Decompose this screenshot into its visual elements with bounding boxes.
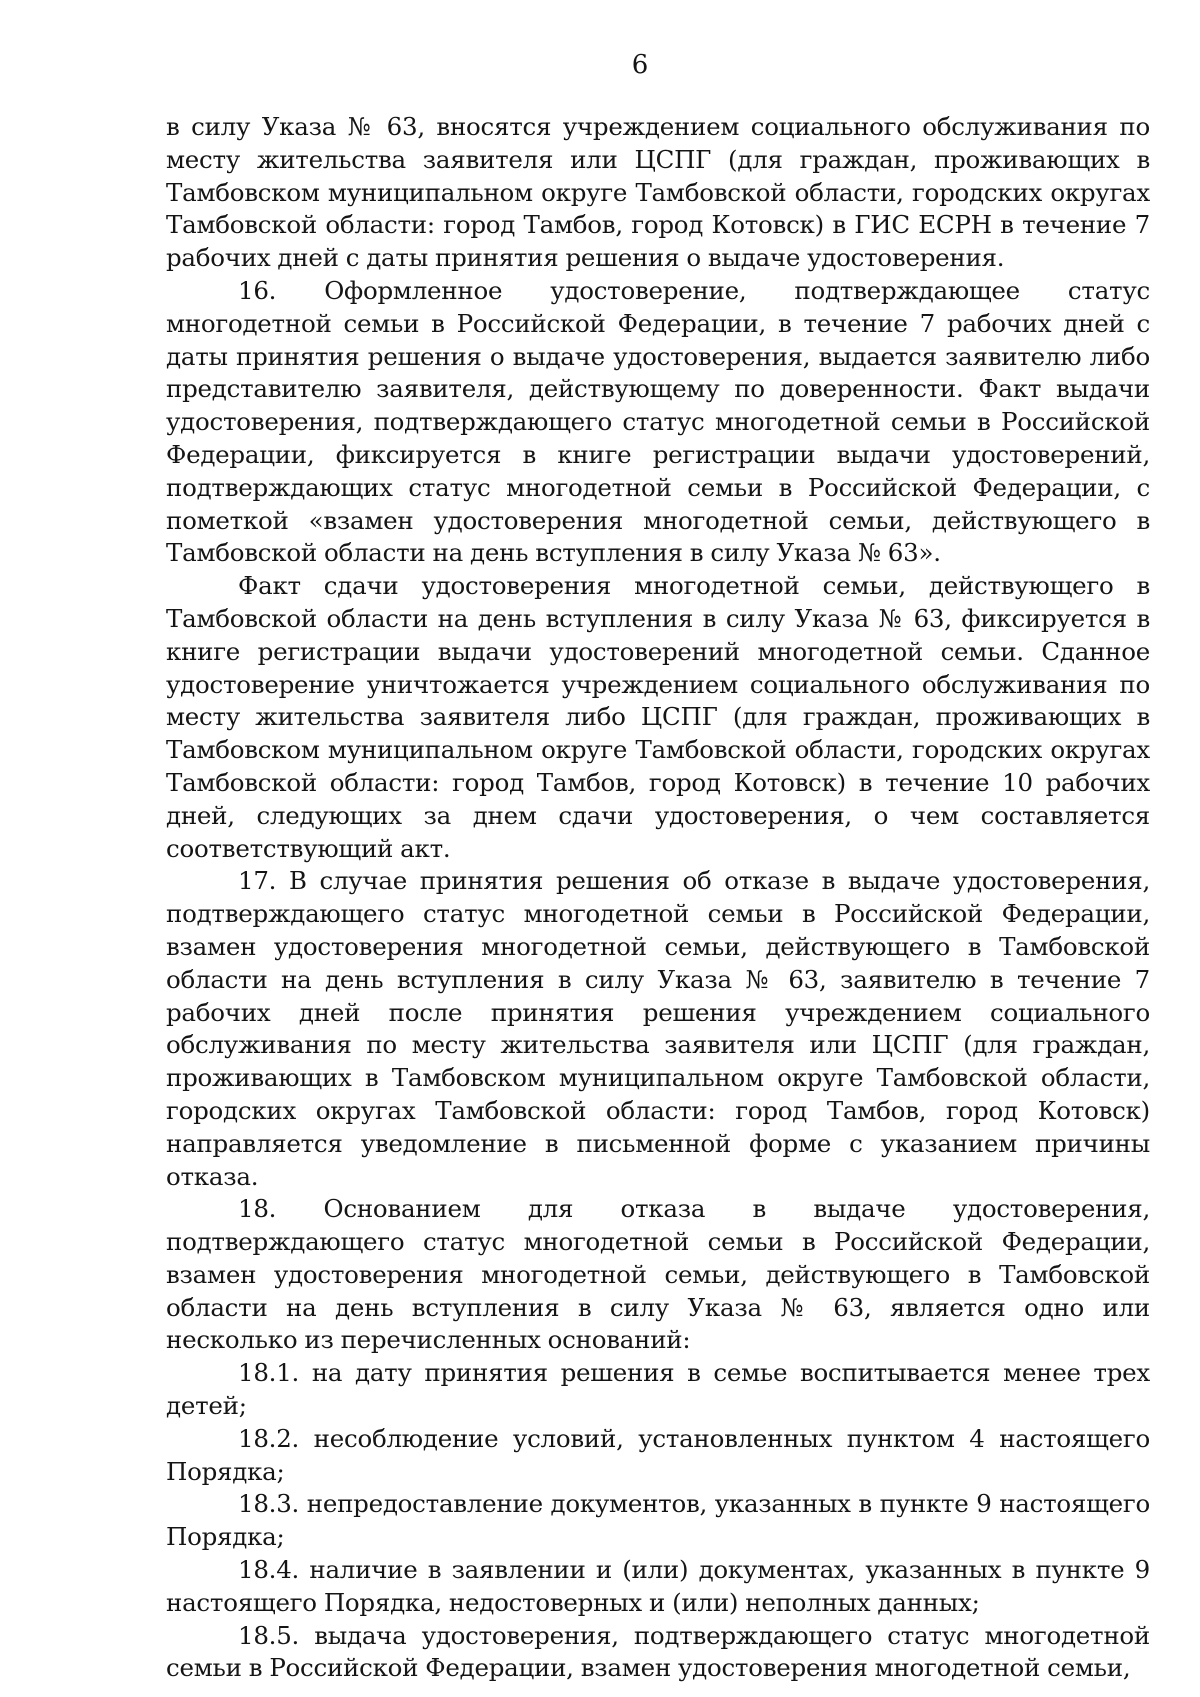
paragraph-18-5: 18.5. выдача удостоверения, подтверждающего статус многодетной семьи в Российской Федерации, взамен удостоверения многодетной семьи, [166, 1620, 1150, 1683]
paragraph-18-3: 18.3. непредоставление документов, указанных в пункте 9 настоящего Порядка; [166, 1489, 1150, 1552]
paragraph-continuation: в силу Указа № 63, вносятся учреждением социального обслуживания по месту жительства заявителя или ЦСПГ (для граждан, проживающих в Тамбовском муниципальном округе Тамбовской области, городских округах Тамбовской области: город Тамбов, город Котовск) в ГИС ЕСРН в течение 7 рабочих дней с даты принятия решения о выдаче удостоверения. [166, 112, 1150, 273]
paragraph-18-1: 18.1. на дату принятия решения в семье воспитывается менее трех детей; [166, 1358, 1150, 1421]
document-body [166, 111, 1150, 1685]
paragraph-17: 17. В случае принятия решения об отказе в выдаче удостоверения, подтверждающего статус многодетной семьи в Российской Федерации, взамен удостоверения многодетной семьи, действующего в Тамбовской области на день вступления в силу Указа № 63, заявителю в течение 7 рабочих дней после принятия решения учреждением социального обслуживания по месту жительства заявителя или ЦСПГ (для граждан, проживающих в Тамбовском муниципальном округе Тамбовской области, городских округах Тамбовской области: город Тамбов, город Котовск) направляется уведомление в письменной форме с указанием причины отказа. [166, 866, 1150, 1191]
paragraph-16: 16. Оформленное удостоверение, подтверждающее статус многодетной семьи в Российской Федерации, в течение 7 рабочих дней с даты принятия решения о выдаче удостоверения, выдается заявителю либо представителю заявителя, действующему по доверенности. Факт выдачи удостоверения, подтверждающего статус многодетной семьи в Российской Федерации, фиксируется в книге регистрации выдачи удостоверений, подтверждающих статус многодетной семьи в Российской Федерации, с пометкой «взамен удостоверения многодетной семьи, действующего в Тамбовской области на день вступления в силу Указа № 63». [166, 275, 1150, 568]
paragraph-16-certificate-surrender: Факт сдачи удостоверения многодетной семьи, действующего в Тамбовской области на день вступления в силу Указа № 63, фиксируется в книге регистрации выдачи удостоверений многодетной семьи. Сданное удостоверение уничтожается учреждением социального обслуживания по месту жительства заявителя либо ЦСПГ (для граждан, проживающих в Тамбовском муниципальном округе Тамбовской области, городских округах Тамбовской области: город Тамбов, город Котовск) в течение 10 рабочих дней, следующих за днем сдачи удостоверения, о чем составляется соответствующий акт. [166, 571, 1150, 863]
page-number: 6 [631, 50, 649, 80]
paragraph-18-4: 18.4. наличие в заявлении и (или) документах, указанных в пункте 9 настоящего Порядка, недостоверных и (или) неполных данных; [166, 1555, 1150, 1617]
paragraph-18-2: 18.2. несоблюдение условий, установленных пунктом 4 настоящего Порядка; [166, 1423, 1150, 1486]
paragraph-18: 18. Основанием для отказа в выдаче удостоверения, подтверждающего статус многодетной семьи в Российской Федерации, взамен удостоверения многодетной семьи, действующего в Тамбовской области на день вступления в силу Указа № 63, является одно или несколько из перечисленных оснований: [166, 1194, 1150, 1355]
